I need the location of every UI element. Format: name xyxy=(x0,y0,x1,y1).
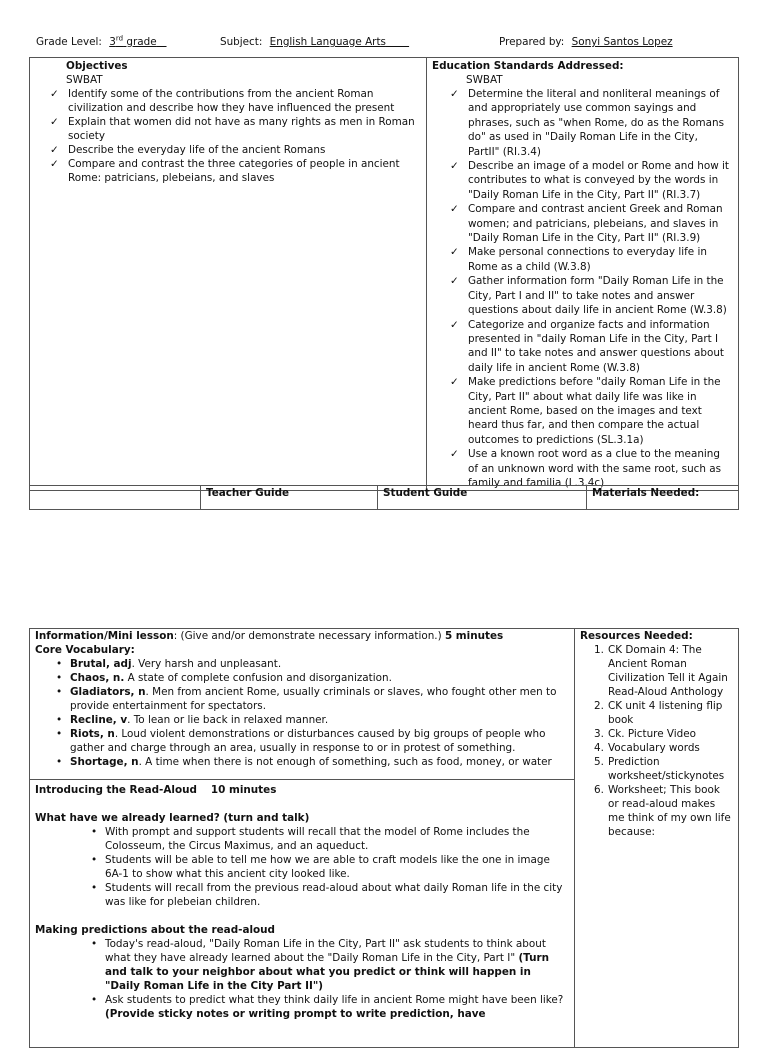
list-item: ✓ Categorize and organize facts and information presented in "daily Roman Life in the City, Part I and II" to take notes and answer questions about daily life in ancient Rome (W.3.8) xyxy=(450,318,724,374)
list-item: • Gladiators, n. Men from ancient Rome, usually criminals or slaves, who fought other men to provide entertainment for spectators. xyxy=(52,685,569,713)
list-item: ✓ Make personal connections to everyday life in Rome as a child (W.3.8) xyxy=(450,246,707,273)
guide-table xyxy=(29,485,739,510)
list-item: ✓ Determine the literal and nonliteral meanings of and appropriately use common sayings and phrases, such as "when Rome, do as the Romans do" as used in "Daily Roman Life in the City, PartII" (RI.3.4) xyxy=(450,88,724,158)
vocabulary-list xyxy=(35,657,569,769)
introducing-title: Introducing the Read-Aloud 10 minutes xyxy=(35,784,277,796)
list-item: ✓ Compare and contrast the three categories of people in ancient Rome: patricians, plebeians, and slaves xyxy=(50,158,400,184)
learned-list xyxy=(35,825,569,909)
standards-list xyxy=(432,87,732,490)
objectives-title: Objectives xyxy=(66,60,128,72)
list-item: 5. Prediction worksheet/stickynotes xyxy=(594,756,725,782)
objectives-cell xyxy=(30,58,427,491)
list-item: ✓ Describe an image of a model or Rome and how it contributes to what is conveyed by the words in "Daily Roman Life in the City, Part II" (RI.3.7) xyxy=(450,160,729,201)
standards-swbat: SWBAT xyxy=(466,74,503,86)
materials-needed-header: Materials Needed: xyxy=(587,486,739,510)
list-item: • Students will recall from the previous read-aloud about what daily Roman life in the city was like for plebeian children. xyxy=(87,881,569,909)
list-item: 2. CK unit 4 listening flip book xyxy=(594,700,723,726)
grade-level: Grade Level: 3rd grade xyxy=(36,35,167,49)
objectives-list xyxy=(50,87,420,185)
list-item: 4. Vocabulary words xyxy=(594,742,700,754)
core-vocabulary-title: Core Vocabulary: xyxy=(35,644,135,656)
list-item: • With prompt and support students will recall that the model of Rome includes the Colosseum, the Circus Maximus, and an aqueduct. xyxy=(87,825,569,853)
subject: Subject: English Language Arts xyxy=(220,36,386,48)
mini-lesson-cell xyxy=(30,629,575,780)
list-item: • Riots, n. Loud violent demonstrations or disturbances caused by big groups of people who gather and charge through an area, usually in response to or in protest of something. xyxy=(52,727,569,755)
list-item: ✓ Use a known root word as a clue to the meaning of an unknown word with the same root, such as family and familia (L.3.4c) xyxy=(450,448,722,489)
predictions-list xyxy=(35,937,569,1021)
list-item: ✓ Describe the everyday life of the ancient Romans xyxy=(50,144,326,156)
list-item: • Shortage, n. A time when there is not enough of something, such as food, money, or water xyxy=(52,755,569,769)
lesson-table xyxy=(29,628,739,1048)
list-item: ✓ Explain that women did not have as many rights as men in Roman society xyxy=(50,116,415,142)
student-guide-header: Student Guide xyxy=(378,486,587,510)
predictions-title: Making predictions about the read-aloud xyxy=(35,924,275,936)
list-item: 3. Ck. Picture Video xyxy=(594,728,697,740)
objectives-table xyxy=(29,57,739,491)
mini-lesson-heading: Information/Mini lesson: (Give and/or demonstrate necessary information.) 5 minutes xyxy=(35,630,504,642)
list-item: ✓ Identify some of the contributions from the ancient Roman civilization and describe how they have influenced the present xyxy=(50,88,395,114)
list-item: 1. CK Domain 4: The Ancient Roman Civilization Tell it Again Read-Aloud Anthology xyxy=(594,644,728,698)
already-learned-title: What have we already learned? (turn and talk) xyxy=(35,812,310,824)
guide-blank-cell xyxy=(30,486,201,510)
list-item: • Students will be able to tell me how we are able to craft models like the one in image 6A-1 to show what this ancient city looked like. xyxy=(87,853,569,881)
standards-cell xyxy=(427,58,739,491)
resources-list xyxy=(580,643,733,839)
grade-value: 3rd grade xyxy=(109,34,157,48)
list-item: • Ask students to predict what they think daily life in ancient Rome might have been like? (Provide sticky notes or writing prompt to write prediction, have xyxy=(87,993,569,1021)
resources-cell xyxy=(575,629,739,1048)
list-item: 6. Worksheet; This book or read-aloud makes me think of my own life because: xyxy=(594,784,731,838)
list-item: ✓ Compare and contrast ancient Greek and Roman women; and patricians, plebeians, and slaves in "Daily Roman Life in the City, Part II" (RI.3.9) xyxy=(450,203,723,245)
resources-title: Resources Needed: xyxy=(580,630,693,642)
standards-title: Education Standards Addressed: xyxy=(432,60,624,72)
list-item: • Brutal, adj. Very harsh and unpleasant. xyxy=(52,657,569,671)
list-item: • Chaos, n. A state of complete confusion and disorganization. xyxy=(52,671,569,685)
list-item: • Today's read-aloud, "Daily Roman Life in the City, Part II" ask students to think about what they have already learned about the "Daily Roman Life in the City, Part I" (Turn and talk to your neighbor about what you predict or think will happen in "Daily Roman Life in the City Part II") xyxy=(87,937,569,993)
list-item: • Recline, v. To lean or lie back in relaxed manner. xyxy=(52,713,569,727)
introducing-cell xyxy=(30,780,575,1048)
list-item: ✓ Gather information form "Daily Roman Life in the City, Part I and II" to take notes and answer questions about daily life in ancient Rome (W.3.8) xyxy=(450,275,727,317)
prepared-by: Prepared by: Sonyi Santos Lopez xyxy=(499,36,673,48)
prepared-value: Sonyi Santos Lopez xyxy=(571,36,673,48)
objectives-swbat: SWBAT xyxy=(66,74,103,86)
subject-value: English Language Arts xyxy=(269,36,386,48)
list-item: ✓ Make predictions before "daily Roman Life in the City, Part II" about what daily life was like in ancient Rome, based on the images and text heard thus far, and then compare the actual outcomes to predictions (SL.3.1a) xyxy=(450,376,721,446)
teacher-guide-header: Teacher Guide xyxy=(201,486,378,510)
